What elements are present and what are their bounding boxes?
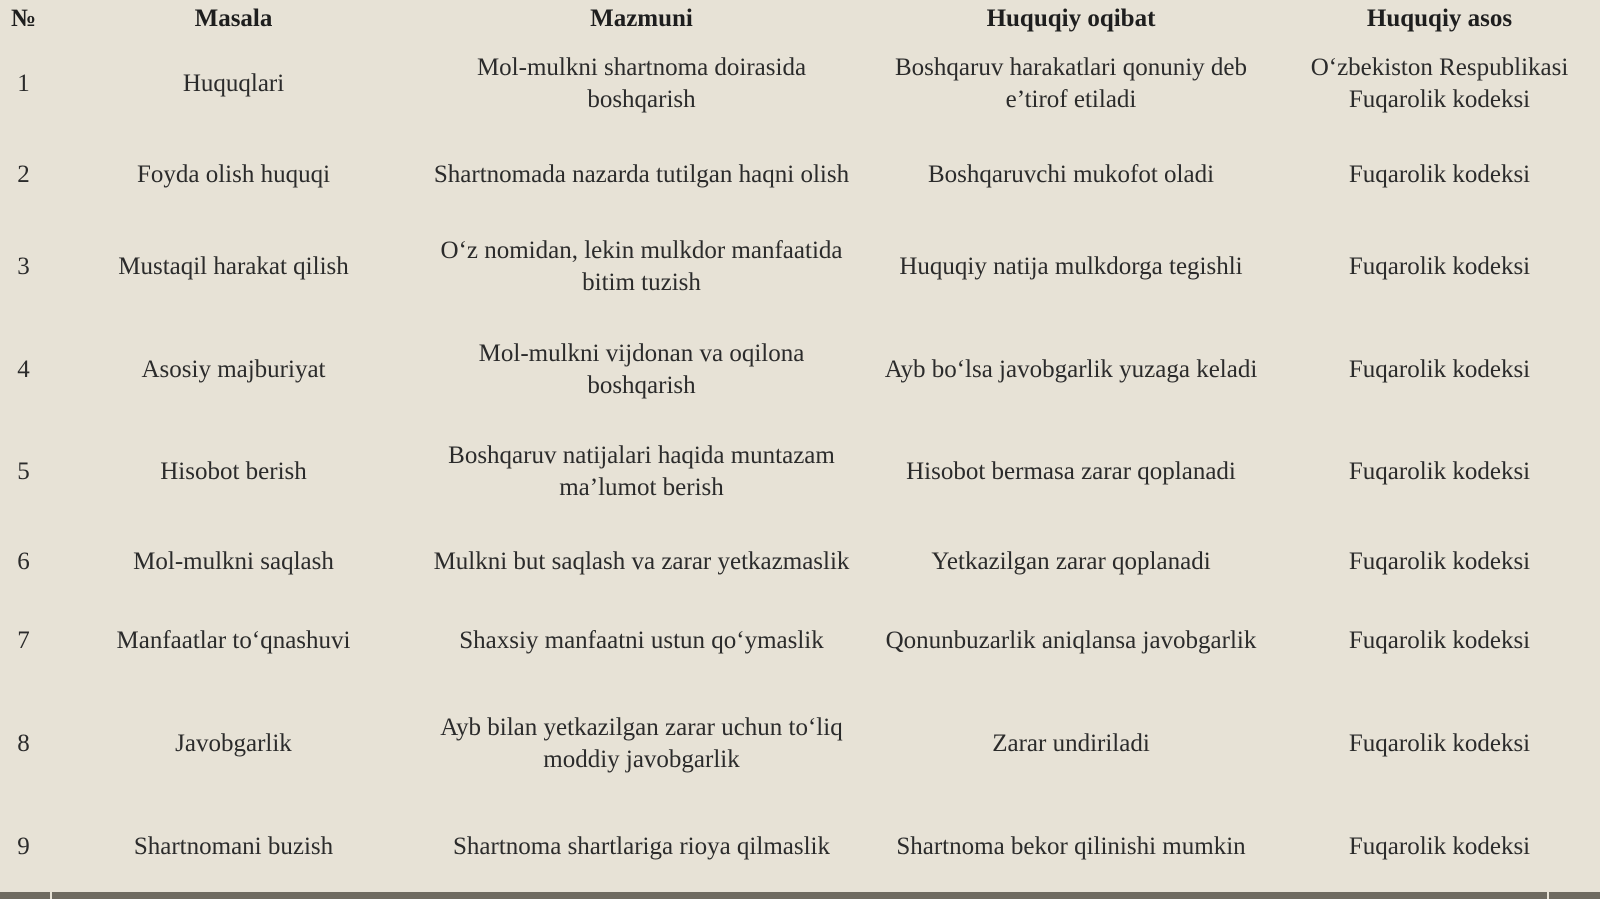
content-cell: Mulkni but saqlash va zarar yetkazmaslik <box>433 548 850 575</box>
content-cell: Mol-mulkni vijdonan va oqilona boshqarish <box>478 339 805 399</box>
divider-gap <box>1547 892 1549 899</box>
row-number: 6 <box>17 548 30 575</box>
row-number: 3 <box>17 252 30 280</box>
content-cell: Mol-mulkni shartnoma doirasida boshqarish <box>476 54 807 113</box>
issue-cell: Huquqlari <box>182 70 285 97</box>
basis-cell: Fuqarolik kodeksi <box>1348 627 1531 654</box>
issue-cell: Shartnomani buzish <box>133 833 334 860</box>
issue-cell: Hisobot berish <box>160 457 307 485</box>
content-cell: Boshqaruv natijalari haqida muntazam ma’lumot berish <box>448 441 835 501</box>
issue-cell: Javobgarlik <box>175 730 292 757</box>
table-row <box>0 607 1600 675</box>
row-number: 4 <box>17 355 30 383</box>
header-number: № <box>10 5 37 32</box>
issue-cell: Foyda olish huquqi <box>136 161 331 188</box>
effect-cell: Zarar undiriladi <box>992 730 1150 757</box>
table-row <box>0 813 1600 881</box>
header-issue: Masala <box>194 5 273 32</box>
effect-cell: Yetkazilgan zarar qoplanadi <box>931 548 1211 575</box>
content-cell: Shartnoma shartlariga rioya qilmaslik <box>453 833 830 860</box>
bottom-divider-bar <box>0 892 1600 899</box>
table-row <box>0 675 1600 813</box>
effect-cell: Qonunbuzarlik aniqlansa javobgarlik <box>885 627 1257 654</box>
header-legal-effect: Huquqiy oqibat <box>986 5 1156 32</box>
effect-cell: Ayb bo‘lsa javobgarlik yuzaga keladi <box>884 355 1258 383</box>
table-row <box>0 130 1600 220</box>
content-cell: Shartnomada nazarda tutilgan haqni olish <box>433 161 850 188</box>
effect-cell: Boshqaruv harakatlari qonuniy deb e’tirof etiladi <box>895 54 1247 113</box>
issue-cell: Asosiy majburiyat <box>141 355 326 383</box>
table-row <box>0 313 1600 426</box>
row-number: 5 <box>17 457 30 485</box>
header-row <box>0 0 1600 38</box>
table-row <box>0 220 1600 313</box>
issue-cell: Mustaqil harakat qilish <box>118 252 349 280</box>
row-number: 2 <box>17 161 30 188</box>
divider-gap <box>50 892 52 899</box>
content-cell: Shaxsiy manfaatni ustun qo‘ymaslik <box>459 627 824 654</box>
basis-cell: Fuqarolik kodeksi <box>1348 833 1531 860</box>
row-number: 1 <box>17 70 30 97</box>
row-number: 8 <box>17 730 30 757</box>
basis-cell: O‘zbekiston Respublikasi Fuqarolik kodeksi <box>1310 54 1569 113</box>
table-row <box>0 517 1600 607</box>
basis-cell: Fuqarolik kodeksi <box>1348 355 1531 383</box>
effect-cell: Boshqaruvchi mukofot oladi <box>927 161 1215 188</box>
effect-cell: Hisobot bermasa zarar qoplanadi <box>906 457 1236 485</box>
content-cell: Ayb bilan yetkazilgan zarar uchun to‘liq moddiy javobgarlik <box>440 714 843 773</box>
basis-cell: Fuqarolik kodeksi <box>1348 457 1531 485</box>
header-legal-basis: Huquqiy asos <box>1366 5 1513 32</box>
table-row <box>0 38 1600 130</box>
row-number: 7 <box>17 627 30 654</box>
issue-cell: Manfaatlar to‘qnashuvi <box>116 627 351 654</box>
basis-cell: Fuqarolik kodeksi <box>1348 548 1531 575</box>
header-content: Mazmuni <box>590 5 693 32</box>
basis-cell: Fuqarolik kodeksi <box>1348 252 1531 280</box>
effect-cell: Shartnoma bekor qilinishi mumkin <box>896 833 1246 860</box>
issue-cell: Mol-mulkni saqlash <box>133 548 334 575</box>
basis-cell: Fuqarolik kodeksi <box>1348 730 1531 757</box>
content-cell: O‘z nomidan, lekin mulkdor manfaatida bitim tuzish <box>440 236 843 296</box>
effect-cell: Huquqiy natija mulkdorga tegishli <box>899 252 1243 280</box>
row-number: 9 <box>17 833 30 860</box>
table-row <box>0 426 1600 517</box>
basis-cell: Fuqarolik kodeksi <box>1348 161 1531 188</box>
